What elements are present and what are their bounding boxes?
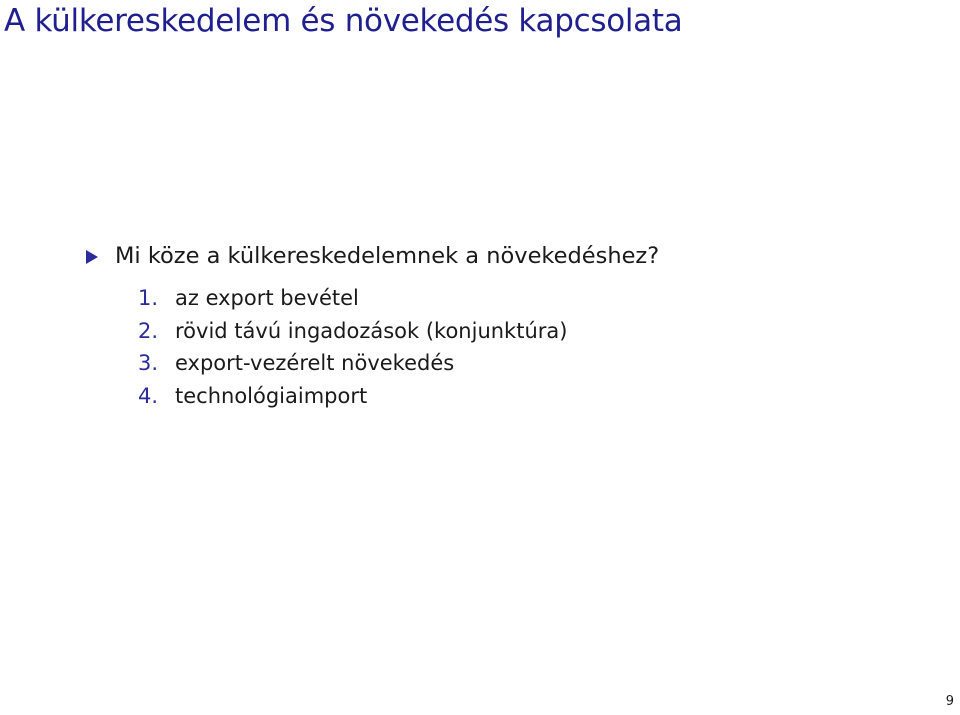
list-item xyxy=(138,286,567,319)
triangle-bullet-icon xyxy=(86,250,98,264)
item-text: export-vezérelt növekedés xyxy=(175,351,455,375)
page-number: 9 xyxy=(945,694,954,709)
list-item xyxy=(138,351,567,384)
item-number: 3. xyxy=(138,351,159,375)
bullet-text: Mi köze a külkereskedelemnek a növekedéshez? xyxy=(115,243,660,269)
item-number: 1. xyxy=(138,286,159,310)
item-number: 4. xyxy=(138,383,159,408)
list-item xyxy=(138,384,567,417)
enumerated-list xyxy=(138,286,567,416)
list-item xyxy=(138,319,567,352)
item-text: technológiaimport xyxy=(175,383,368,408)
item-text: rövid távú ingadozások (konjunktúra) xyxy=(175,318,568,343)
slide-title: A külkereskedelem és növekedés kapcsolata xyxy=(4,3,683,39)
main-bullet xyxy=(86,243,659,269)
item-number: 2. xyxy=(138,318,159,343)
item-text: az export bevétel xyxy=(175,286,359,310)
